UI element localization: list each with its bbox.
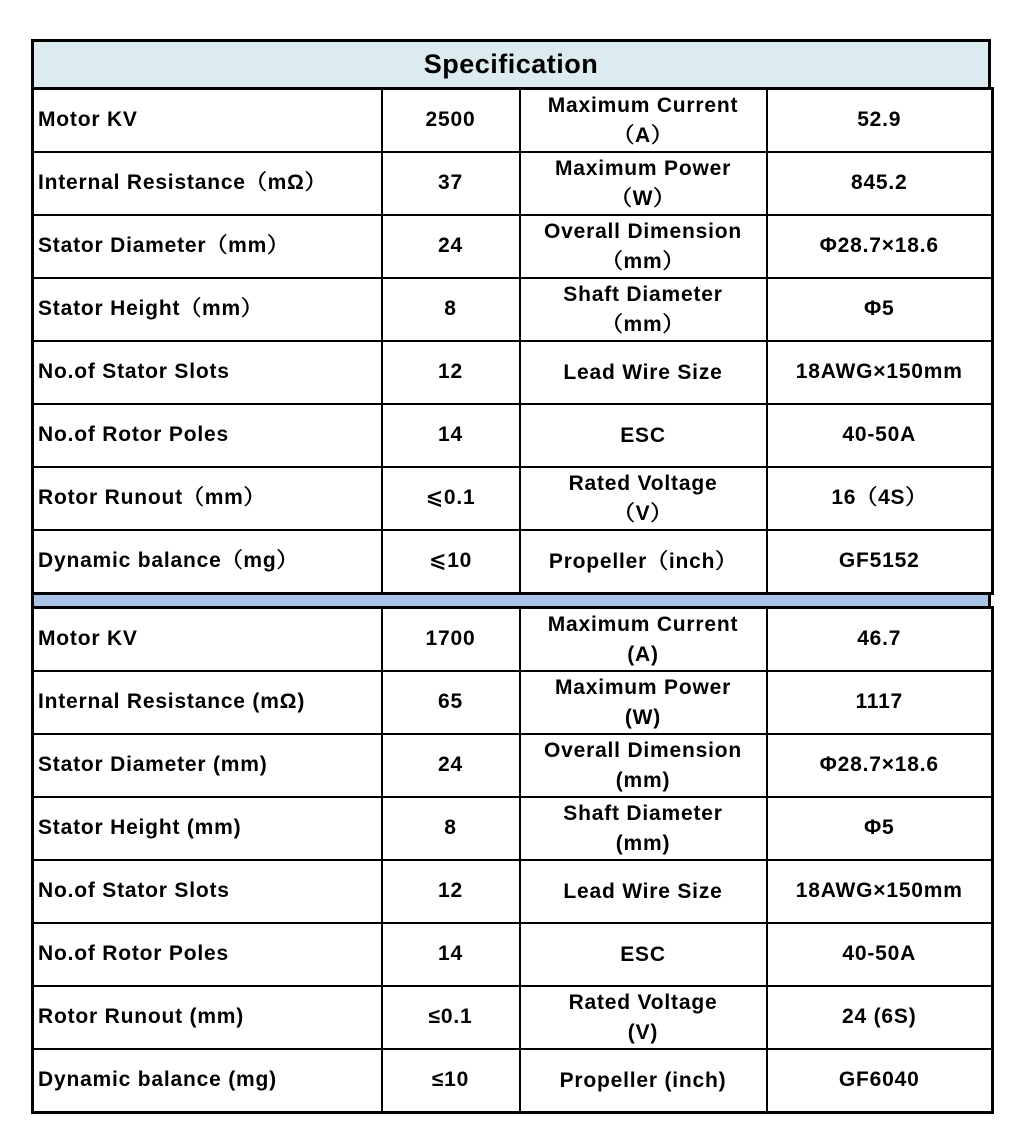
param-label: Dynamic balance（mg） — [33, 530, 382, 594]
param-label: Rated Voltage （V） — [520, 467, 767, 530]
param-value: 14 — [382, 404, 520, 467]
param-label: Rotor Runout（mm） — [33, 467, 382, 530]
param-value: ≤0.1 — [382, 986, 520, 1049]
table-row — [33, 671, 993, 734]
table-row — [33, 530, 993, 594]
param-label: ESC — [520, 404, 767, 467]
param-value: 18AWG×150mm — [767, 341, 993, 404]
param-label: No.of Stator Slots — [33, 860, 382, 923]
param-value: ⩽10 — [382, 530, 520, 594]
param-value: 40-50A — [767, 404, 993, 467]
param-value: 845.2 — [767, 152, 993, 215]
table-row — [33, 1049, 993, 1113]
param-label: Motor KV — [33, 608, 382, 672]
param-value: 65 — [382, 671, 520, 734]
table-row — [33, 467, 993, 530]
param-label: Lead Wire Size — [520, 860, 767, 923]
param-value: 37 — [382, 152, 520, 215]
param-label: No.of Stator Slots — [33, 341, 382, 404]
table-row — [33, 860, 993, 923]
param-label: Motor KV — [33, 89, 382, 153]
param-label: Internal Resistance（mΩ） — [33, 152, 382, 215]
param-label: Maximum Current （A） — [520, 89, 767, 153]
param-label: Maximum Power (W) — [520, 671, 767, 734]
param-value: 1117 — [767, 671, 993, 734]
param-value: Φ28.7×18.6 — [767, 734, 993, 797]
table-row — [33, 215, 993, 278]
param-label: Shaft Diameter (mm) — [520, 797, 767, 860]
table-row — [33, 797, 993, 860]
param-label: Rotor Runout (mm) — [33, 986, 382, 1049]
param-value: GF6040 — [767, 1049, 993, 1113]
param-value: Φ28.7×18.6 — [767, 215, 993, 278]
table-row — [33, 152, 993, 215]
param-value: 2500 — [382, 89, 520, 153]
param-label: Propeller (inch) — [520, 1049, 767, 1113]
table-row — [33, 923, 993, 986]
table-row — [33, 986, 993, 1049]
param-value: 24 — [382, 215, 520, 278]
param-label: Shaft Diameter （mm） — [520, 278, 767, 341]
param-label: Lead Wire Size — [520, 341, 767, 404]
param-value: 46.7 — [767, 608, 993, 672]
table-row — [33, 278, 993, 341]
param-label: Overall Dimension （mm） — [520, 215, 767, 278]
param-label: Stator Height（mm） — [33, 278, 382, 341]
param-value: Φ5 — [767, 797, 993, 860]
param-label: No.of Rotor Poles — [33, 923, 382, 986]
param-value: 24 (6S) — [767, 986, 993, 1049]
param-value: 12 — [382, 860, 520, 923]
specification-sheet — [31, 39, 991, 1114]
param-label: Stator Diameter（mm） — [33, 215, 382, 278]
param-label: No.of Rotor Poles — [33, 404, 382, 467]
table-row — [33, 608, 993, 672]
param-label: Maximum Current (A) — [520, 608, 767, 672]
spec-table-2500kv — [31, 87, 994, 595]
table-row — [33, 404, 993, 467]
param-value: 12 — [382, 341, 520, 404]
table-row — [33, 341, 993, 404]
specification-title: Specification — [31, 39, 991, 87]
param-label: Overall Dimension (mm) — [520, 734, 767, 797]
param-value: Φ5 — [767, 278, 993, 341]
param-label: Maximum Power （W） — [520, 152, 767, 215]
param-label: Stator Diameter (mm) — [33, 734, 382, 797]
param-value: 8 — [382, 278, 520, 341]
spec-table-1700kv — [31, 606, 994, 1114]
param-value: 52.9 — [767, 89, 993, 153]
param-value: 8 — [382, 797, 520, 860]
param-value: 18AWG×150mm — [767, 860, 993, 923]
param-value: 24 — [382, 734, 520, 797]
param-value: 16（4S） — [767, 467, 993, 530]
param-value: 1700 — [382, 608, 520, 672]
param-label: Propeller（inch） — [520, 530, 767, 594]
param-label: Internal Resistance (mΩ) — [33, 671, 382, 734]
param-value: 14 — [382, 923, 520, 986]
table-row — [33, 89, 993, 153]
param-label: Stator Height (mm) — [33, 797, 382, 860]
table-separator — [31, 595, 991, 606]
param-label: Dynamic balance (mg) — [33, 1049, 382, 1113]
param-value: 40-50A — [767, 923, 993, 986]
param-value: GF5152 — [767, 530, 993, 594]
table-row — [33, 734, 993, 797]
param-value: ⩽0.1 — [382, 467, 520, 530]
param-label: ESC — [520, 923, 767, 986]
param-value: ≤10 — [382, 1049, 520, 1113]
param-label: Rated Voltage (V) — [520, 986, 767, 1049]
